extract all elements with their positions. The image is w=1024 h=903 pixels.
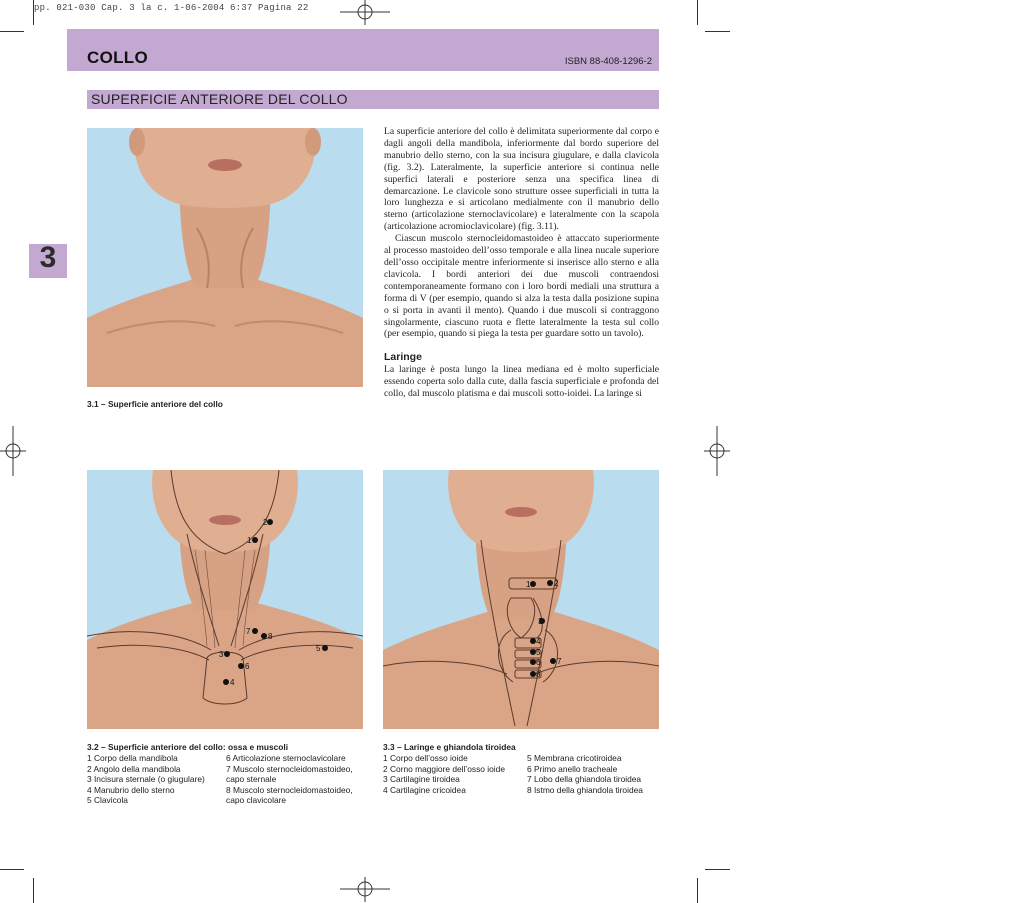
paragraph-1: La superficie anteriore del collo è delimitata superiormente dal corpo e dagli angoli della mandibola, inferiormente dal bordo superiore del manubrio dello sterno, con la sua incisura giugulare, e dalla clavicola (fig. 3.2). Lateralmente, la superficie anteriore si continua nelle superfici laterali e posteriore senza una specifica linea di demarcazione. Le clavicole sono strutture ossee superficiali in tutta la loro lunghezza e si articolano medialmente con il manubrio dello sterno (articolazione sternoclavicolare) e lateralmente con la scapola (articolazione acromioclavicolare) (fig. 3.11). bbox=[384, 126, 659, 233]
registration-mark-bottom bbox=[340, 877, 390, 903]
fig3-marker-2: 2 bbox=[554, 579, 559, 588]
chapter-title: COLLO bbox=[87, 48, 148, 67]
fig3-marker-1: 1 bbox=[526, 580, 531, 589]
legend-item: 2 Corno maggiore dell’osso ioide bbox=[383, 763, 505, 774]
fig3-marker-4: 4 bbox=[536, 637, 541, 646]
legend-item: 2 Angolo della mandibola bbox=[87, 763, 181, 774]
legend-item: 7 Lobo della ghiandola tiroidea bbox=[527, 774, 642, 785]
figure-3-3-legend-col2 bbox=[527, 753, 643, 795]
fig3-marker-7: 7 bbox=[557, 657, 562, 666]
legend-item: 7 Muscolo sternocleidomastoideo, bbox=[226, 763, 353, 774]
isbn: ISBN 88-408-1296-2 bbox=[564, 56, 652, 67]
section-title: SUPERFICIE ANTERIORE DEL COLLO bbox=[91, 91, 348, 107]
legend-item: 4 Cartilagine cricoidea bbox=[383, 784, 466, 795]
legend-item: 4 Manubrio dello sterno bbox=[87, 784, 175, 795]
legend-item: 8 Muscolo sternocleidomastoideo, bbox=[226, 784, 353, 795]
legend-item: 6 Articolazione sternoclavicolare bbox=[226, 753, 346, 763]
figure-3-1-caption: 3.1 – Superficie anteriore del collo bbox=[87, 399, 223, 409]
figure-3-2-legend-col2 bbox=[226, 753, 353, 806]
legend-item: 6 Primo anello tracheale bbox=[527, 763, 618, 774]
fig3-marker-8: 8 bbox=[536, 670, 541, 679]
fig3-marker-5: 5 bbox=[536, 648, 541, 657]
fig2-marker-3: 3 bbox=[219, 650, 224, 659]
legend-item: 8 Istmo della ghiandola tiroidea bbox=[527, 784, 643, 795]
legend-item: 5 Clavicola bbox=[87, 795, 128, 806]
fig2-marker-8: 8 bbox=[268, 632, 273, 641]
legend-item: capo clavicolare bbox=[226, 795, 287, 806]
legend-item: 3 Cartilagine tiroidea bbox=[383, 774, 460, 785]
legend-item: 5 Membrana cricotiroidea bbox=[527, 753, 622, 763]
registration-mark-left bbox=[0, 426, 26, 476]
paragraph-3: La laringe è posta lungo la linea mediana ed è molto superficiale essendo coperta solo dalla cute, dalla fascia superficiale e profonda del collo, dal muscolo platisma e dai muscoli sotto-ioidei. La laringe si bbox=[384, 364, 659, 400]
print-slug: pp. 021-030 Cap. 3 la c. 1-06-2004 6:37 Pagina 22 bbox=[34, 3, 309, 13]
figure-3-3-caption: 3.3 – Laringe e ghiandola tiroidea bbox=[383, 742, 516, 752]
registration-mark-right bbox=[704, 426, 730, 476]
fig3-marker-6: 6 bbox=[536, 658, 541, 667]
fig2-marker-7: 7 bbox=[246, 627, 251, 636]
fig2-marker-2: 2 bbox=[263, 518, 268, 527]
registration-mark-top bbox=[340, 0, 390, 26]
fig2-marker-5: 5 bbox=[316, 644, 321, 653]
paragraph-2: Ciascun muscolo sternocleidomastoideo è attaccato superiormente al processo mastoideo dell’osso temporale e alla linea nucale superiore dell’osso occipitale mentre inferiormente si inserisce allo sterno e alla clavicola. I bordi anteriori dei due muscoli contraendosi contemporaneamente formano con i loro bordi mediali una struttura a forma di V (per esempio, quando si alza la testa dalla posizione supina o si porta in avanti il mento). Quando i due muscoli si contraggono singolarmente, ciascuno ruota e flette lateralmente la testa sul collo (per esempio, quando si piega la testa per guardare sotto un tavolo). bbox=[384, 233, 659, 340]
figure-3-3-photo bbox=[383, 470, 659, 729]
legend-item: 3 Incisura sternale (o giugulare) bbox=[87, 774, 205, 785]
subheading-laringe: Laringe bbox=[384, 351, 422, 364]
fig3-marker-3: 3 bbox=[538, 617, 543, 626]
figure-3-3-legend-col1 bbox=[383, 753, 505, 795]
figure-3-2-caption: 3.2 – Superficie anteriore del collo: ossa e muscoli bbox=[87, 742, 289, 752]
legend-item: 1 Corpo dell’osso ioide bbox=[383, 753, 468, 763]
legend-item: capo sternale bbox=[226, 774, 277, 785]
chapter-tab-number: 3 bbox=[39, 241, 57, 274]
body-text bbox=[384, 126, 659, 400]
legend-item: 1 Corpo della mandibola bbox=[87, 753, 178, 763]
fig2-marker-6: 6 bbox=[245, 662, 250, 671]
figure-3-2-photo bbox=[87, 470, 363, 729]
fig2-marker-4: 4 bbox=[230, 678, 235, 687]
fig2-marker-1: 1 bbox=[247, 536, 252, 545]
figure-3-2-legend-col1 bbox=[87, 753, 205, 806]
figure-3-1-photo bbox=[87, 128, 363, 387]
